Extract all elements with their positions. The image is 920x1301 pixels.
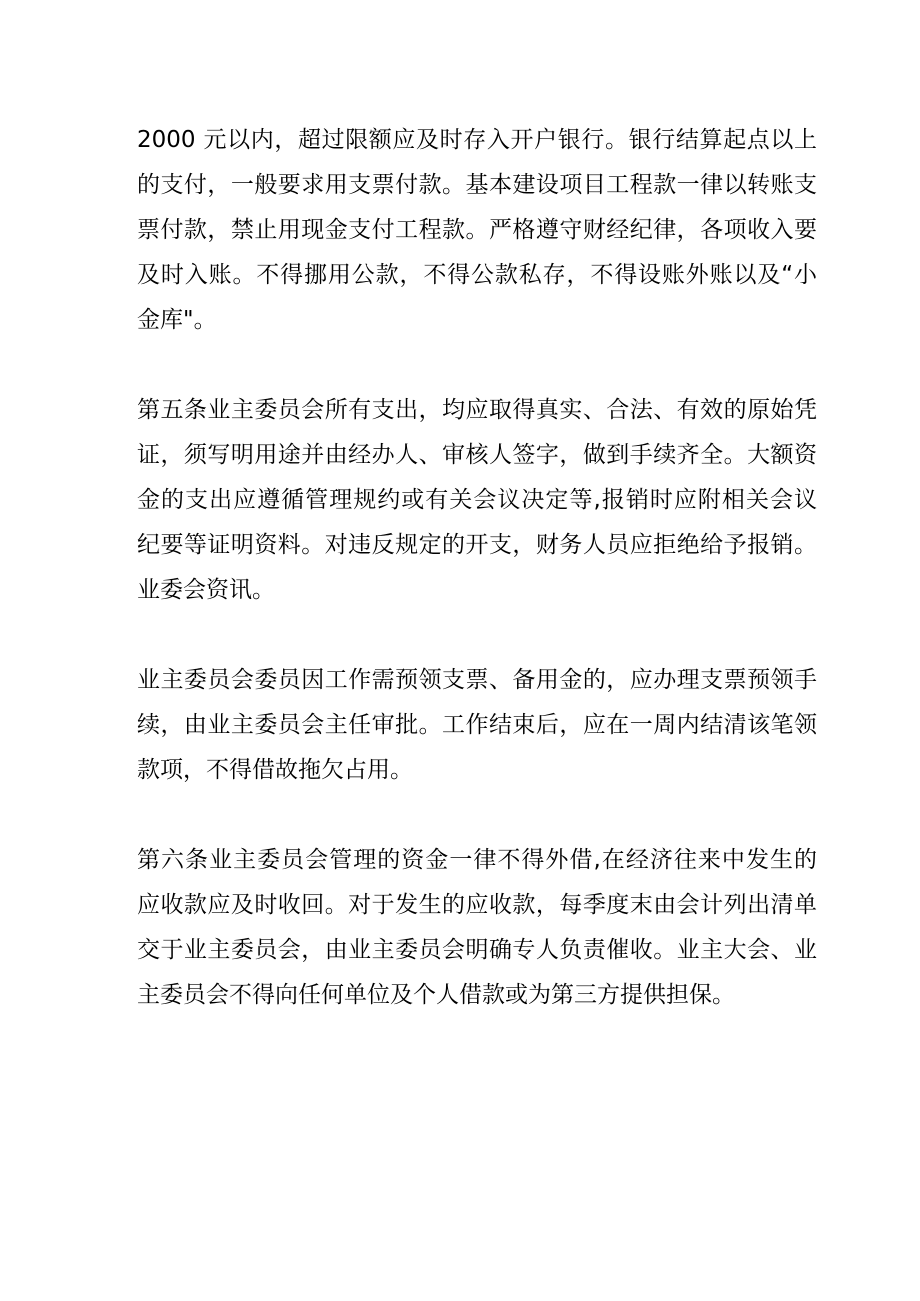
text-line: 及时入账。不得挪用公款，不得公款私存，不得设账外账以及“小: [137, 262, 817, 288]
text-line: 证，须写明用途并由经办人、审核人签字，做到手续齐全。大额资: [137, 442, 817, 468]
paragraph-article-5: [137, 388, 817, 613]
text-line: 应收款应及时收回。对于发生的应收款，每季度末由会计列出清单: [137, 892, 817, 918]
text-line: 的支付，一般要求用支票付款。基本建设项目工程款一律以转账支: [137, 172, 817, 198]
text-line: 2000 元以内，超过限额应及时存入开户银行。银行结算起点以上: [137, 127, 817, 153]
text-line: 纪要等证明资料。对违反规定的开支，财务人员应拒绝给予报销。: [137, 532, 817, 558]
document-body: [137, 118, 817, 1063]
text-line: 票付款，禁止用现金支付工程款。严格遵守财经纪律，各项收入要: [137, 217, 817, 243]
text-line: 金库"。: [137, 307, 217, 333]
text-line: 第五条业主委员会所有支出，均应取得真实、合法、有效的原始凭: [137, 397, 817, 423]
text-line: 金的支出应遵循管理规约或有关会议决定等,报销时应附相关会议: [137, 487, 817, 513]
paragraph-cash-limits: [137, 118, 817, 343]
text-line: 款项，不得借故拖欠占用。: [137, 757, 413, 783]
paragraph-article-6: [137, 838, 817, 1018]
text-line: 交于业主委员会，由业主委员会明确专人负责催收。业主大会、业: [137, 937, 817, 963]
paragraph-advance-checks: [137, 658, 817, 793]
text-line: 第六条业主委员会管理的资金一律不得外借,在经济往来中发生的: [137, 847, 817, 873]
text-line: 续，由业主委员会主任审批。工作结束后，应在一周内结清该笔领: [137, 712, 817, 738]
text-line: 主委员会不得向任何单位及个人借款或为第三方提供担保。: [137, 982, 735, 1008]
text-line: 业委会资讯。: [137, 577, 275, 603]
text-line: 业主委员会委员因工作需预领支票、备用金的，应办理支票预领手: [137, 667, 817, 693]
